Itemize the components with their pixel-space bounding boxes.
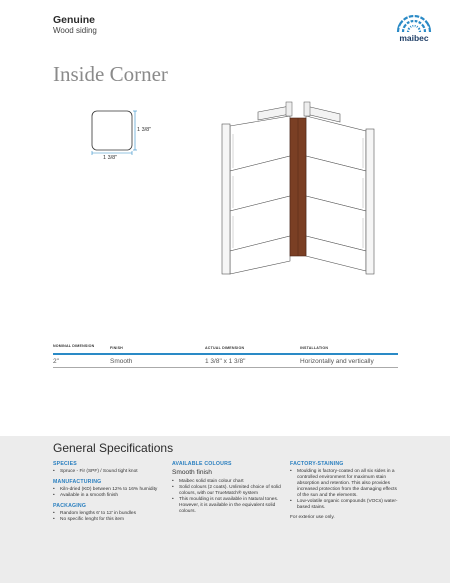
colours-item: • Solid colours (2 coats). Unlimited choice of solid colours, with our TrueMatch® system (172, 485, 282, 497)
product-line-subtitle: Wood siding (53, 26, 97, 35)
packaging-heading: PACKAGING (53, 503, 87, 509)
specs-column-2 (172, 461, 282, 515)
col-header-nominal: NOMINAL DIMENSION (53, 344, 95, 348)
colours-item: • This moulding is not available in Natural tones. However, it is available in the equivalent solid colours. (172, 497, 282, 515)
cell-nominal: 2" (53, 358, 59, 365)
colours-subheading: Smooth finish (172, 469, 212, 476)
table-header-rule (53, 353, 398, 355)
manufacturing-heading: MANUFACTURING (53, 479, 102, 485)
specs-column-1 (53, 461, 163, 523)
colours-heading: AVAILABLE COLOURS (172, 461, 232, 467)
factory-heading: FACTORY-STAINING (290, 461, 344, 467)
factory-item: • Low-volatile organic compounds (VOCs) water-based stains. (290, 499, 400, 511)
cell-finish: Smooth (110, 358, 133, 365)
specs-column-3 (290, 461, 400, 521)
packaging-item: • Random lengths 6' to 12' in bundles (53, 511, 163, 517)
page-title: Inside Corner (53, 62, 168, 86)
col-header-installation: INSTALLATION (300, 346, 329, 350)
profile-drawing (60, 100, 180, 180)
maibec-logo-text: maibec (399, 33, 429, 43)
col-header-finish: FINISH (110, 346, 123, 350)
product-line-title: Genuine (53, 14, 96, 26)
species-heading: SPECIES (53, 461, 77, 467)
packaging-item: • No specific lenght for this item (53, 517, 163, 523)
table-row-rule (53, 367, 398, 368)
manufacturing-item: • Kiln-dried (KD) between 12% to 16% humidity (53, 487, 163, 493)
profile-height-label: 1 3/8" (137, 127, 152, 133)
manufacturing-item: • Available in a smooth finish (53, 493, 163, 499)
cell-actual: 1 3/8" x 1 3/8" (205, 358, 246, 365)
species-item: • Spruce - Fir (SPF) / Sound tight knot (53, 469, 163, 475)
col-header-actual: ACTUAL DIMENSION (205, 346, 245, 350)
profile-width-label: 1 3/8" (103, 155, 118, 161)
inside-corner-illustration (218, 96, 378, 276)
colours-item: • Maibec solid stain colour chart (172, 479, 282, 485)
general-specs-title: General Specifications (53, 441, 174, 455)
cell-installation: Horizontally and vertically (300, 358, 374, 365)
exterior-use-note: For exterior use only. (290, 515, 335, 520)
factory-item: • Moulding is factory-coated on all six sides in a controlled environment for maximum stain absorption and retention. This also provides increased protection from the damaging effects of the sun and the elements. (290, 469, 400, 499)
